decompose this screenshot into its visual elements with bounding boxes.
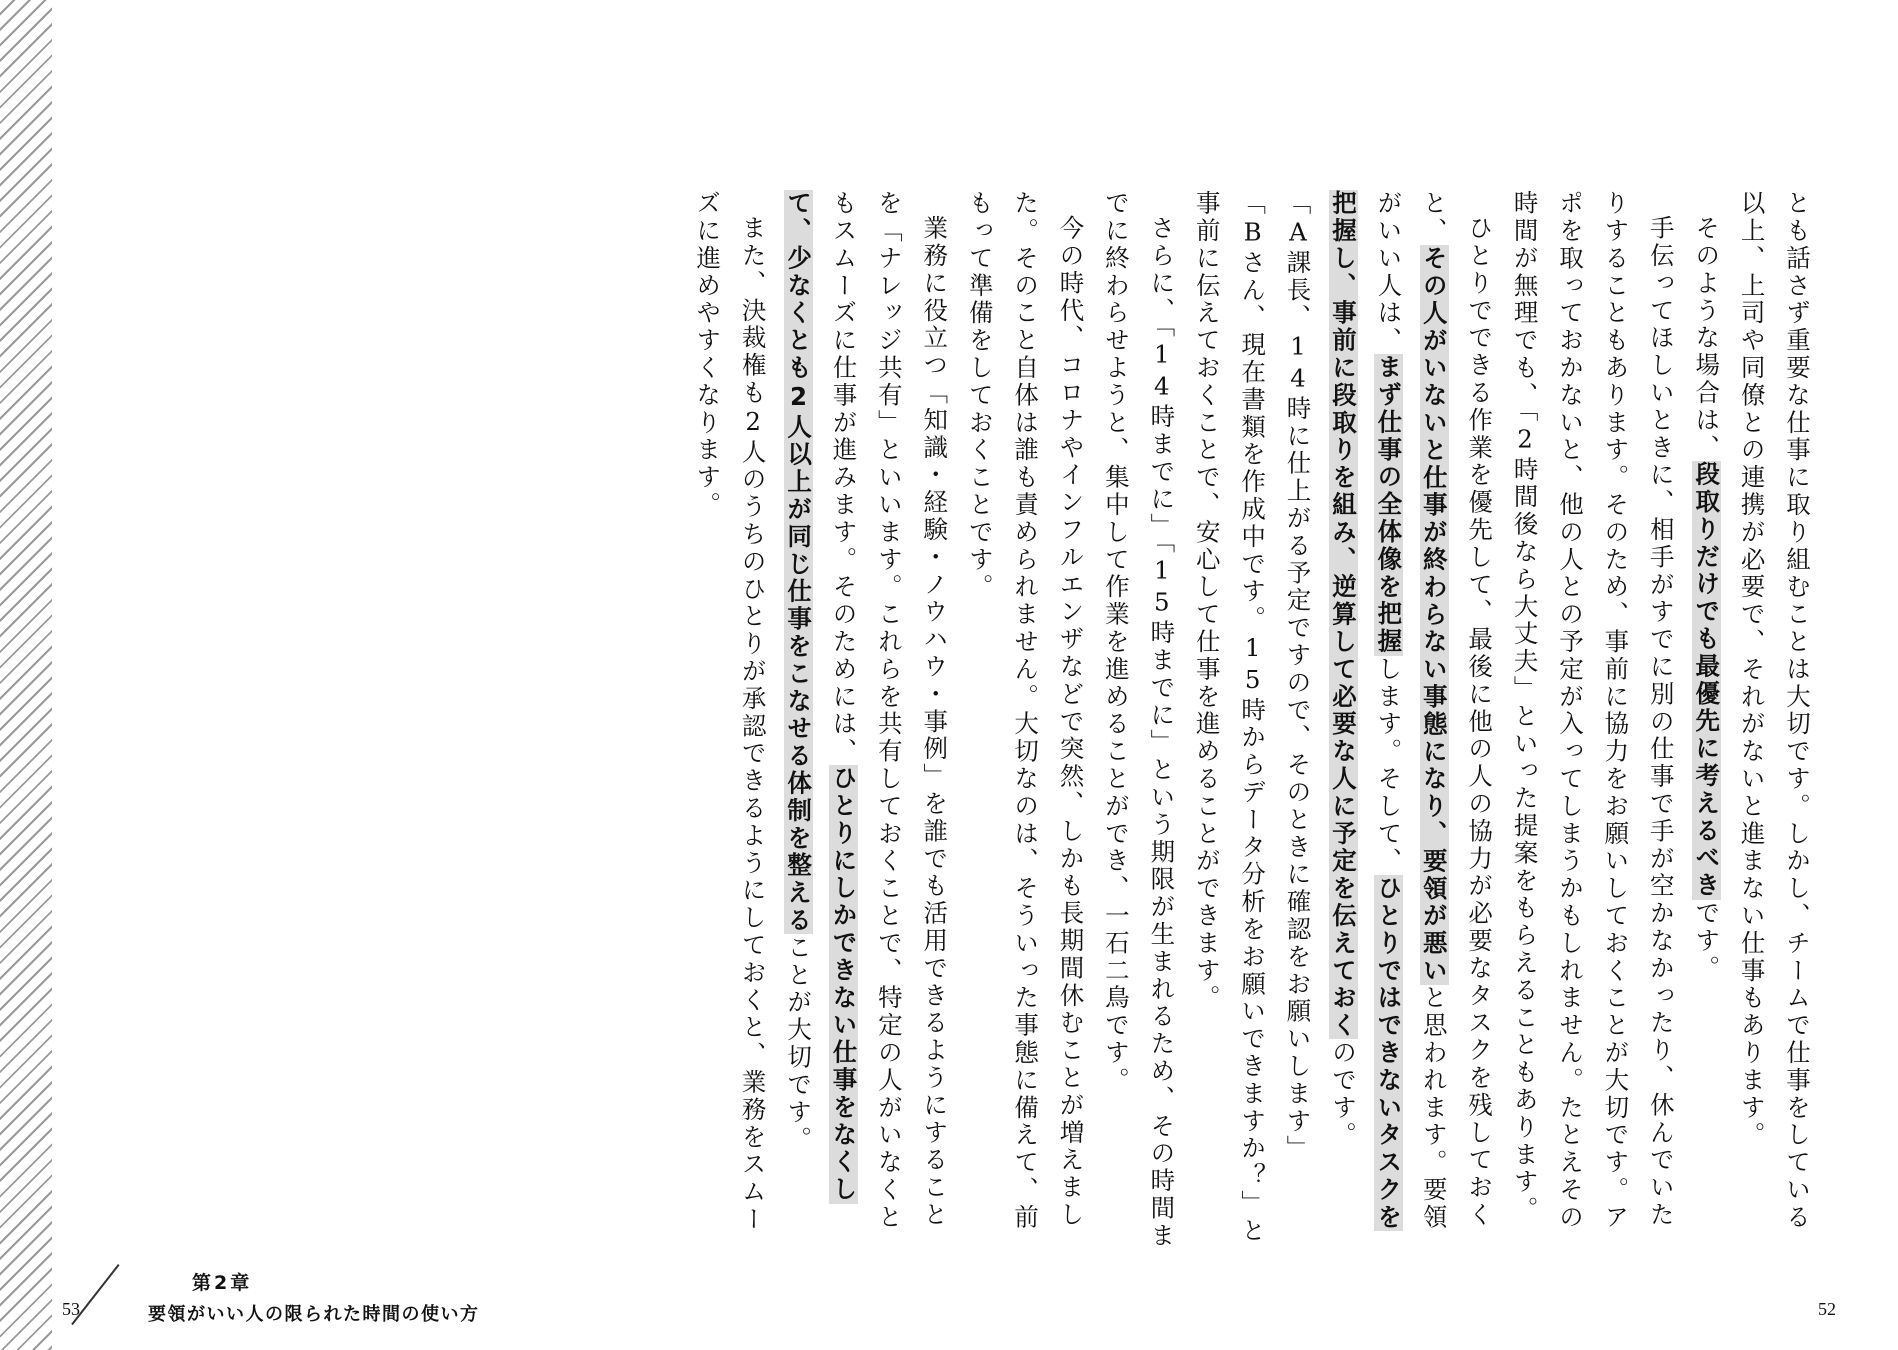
chapter-title: 要領がいい人の限られた時間の使い方 (148, 1304, 480, 1325)
paragraph (685, 190, 776, 1250)
text-segment: そのような場合は、 (1692, 214, 1722, 462)
chapter-label: 第2章 (192, 1272, 253, 1294)
highlighted-text: まず仕事の全体像を把握 (1374, 354, 1404, 656)
paragraph (1321, 190, 1503, 1250)
highlighted-text: ひとりにしかできない仕事をなくして、少なくとも2人以上が同じ仕事をこなせる体制を整える (784, 190, 859, 1204)
paragraph (957, 190, 1093, 1250)
chapter-divider-slash (71, 1264, 119, 1325)
decorative-stripes (0, 0, 52, 1350)
paragraph (1184, 190, 1275, 1250)
page-number-right: 52 (1818, 1299, 1836, 1319)
paragraph (1684, 190, 1729, 1250)
paragraph (1094, 190, 1185, 1250)
text-segment: のです。 (1328, 1039, 1358, 1150)
paragraph (1729, 190, 1820, 1250)
text-segment: 今の時代、コロナやインフルエンザなどで突然、しかも長期間休むことが増えました。そのこと自体は誰も責められません。大切なのは、そういった事態に備えて、前もって準備をしておくことです。 (965, 190, 1086, 1232)
highlighted-text: その人がいないと仕事が終わらない事態になり、要領が悪い (1419, 244, 1449, 985)
text-segment: します。そして、 (1374, 655, 1404, 876)
text-segment: と思われます。要領がいい人は、 (1374, 190, 1449, 1232)
text-segment: また、決裁権も2人のうちのひとりが承認できるようにしておくと、業務をスムーズに進めやすくなります。 (693, 190, 768, 1233)
text-segment: ひとりでできる作業を優先して、最後に他の人の協力が必要なタスクを残しておくと、 (1419, 190, 1495, 1229)
paragraph (1502, 190, 1684, 1250)
text-segment: 手伝ってほしいときに、相手がすでに別の仕事で手が空かなかったり、休んでいたりすることもあります。そのため、事前に協力をお願いしておくことが大切です。アポを取っておかないと、他の人との予定が入ってしまうかもしれません。たとえその時間が無理でも、「2時間後なら大丈夫」といった提案をもらえることもあります。 (1510, 190, 1676, 1232)
text-segment: 「Bさん、現在書類を作成中です。15時からデータ分析をお願いできますか？」と事前に伝えておくことで、安心して仕事を進めることができます。 (1192, 190, 1268, 1245)
text-segment: さらに、「14時までに」「15時までに」という期限が生まれるため、その時間までに終わらせようと、集中して作業を進めることができ、一石二鳥です。 (1101, 190, 1177, 1250)
paragraph (776, 190, 958, 1250)
text-segment: ことが大切です。 (784, 934, 814, 1154)
text-segment: とも話さず重要な仕事に取り組むことは大切です。しかし、チームで仕事をしている以上、上司や同僚との連携が必要で、それがないと進まない仕事もあります。 (1737, 190, 1812, 1232)
highlighted-text: ひとりではできないタスクを把握し、事前に段取りを組み、逆算して必要な人に予定を伝えておく (1328, 190, 1404, 1232)
vertical-body-text (120, 190, 1820, 1250)
page-number-left: 53 (62, 1299, 80, 1319)
text-segment: です。 (1692, 899, 1722, 982)
text-segment: 「A課長、14時に仕上がる予定ですので、そのときに確認をお願いします」 (1283, 190, 1313, 1163)
text-segment: 業務に役立つ「知識・経験・ノウハウ・事例」を誰でも活用できるようにすることを「ナレッジ共有」といいます。これらを共有しておくことで、特定の人がいなくともスムーズに仕事が進みます。そのためには、 (829, 190, 950, 1232)
paragraph (1275, 190, 1320, 1250)
highlighted-text: 段取りだけでも最優先に考えるべき (1692, 461, 1722, 900)
